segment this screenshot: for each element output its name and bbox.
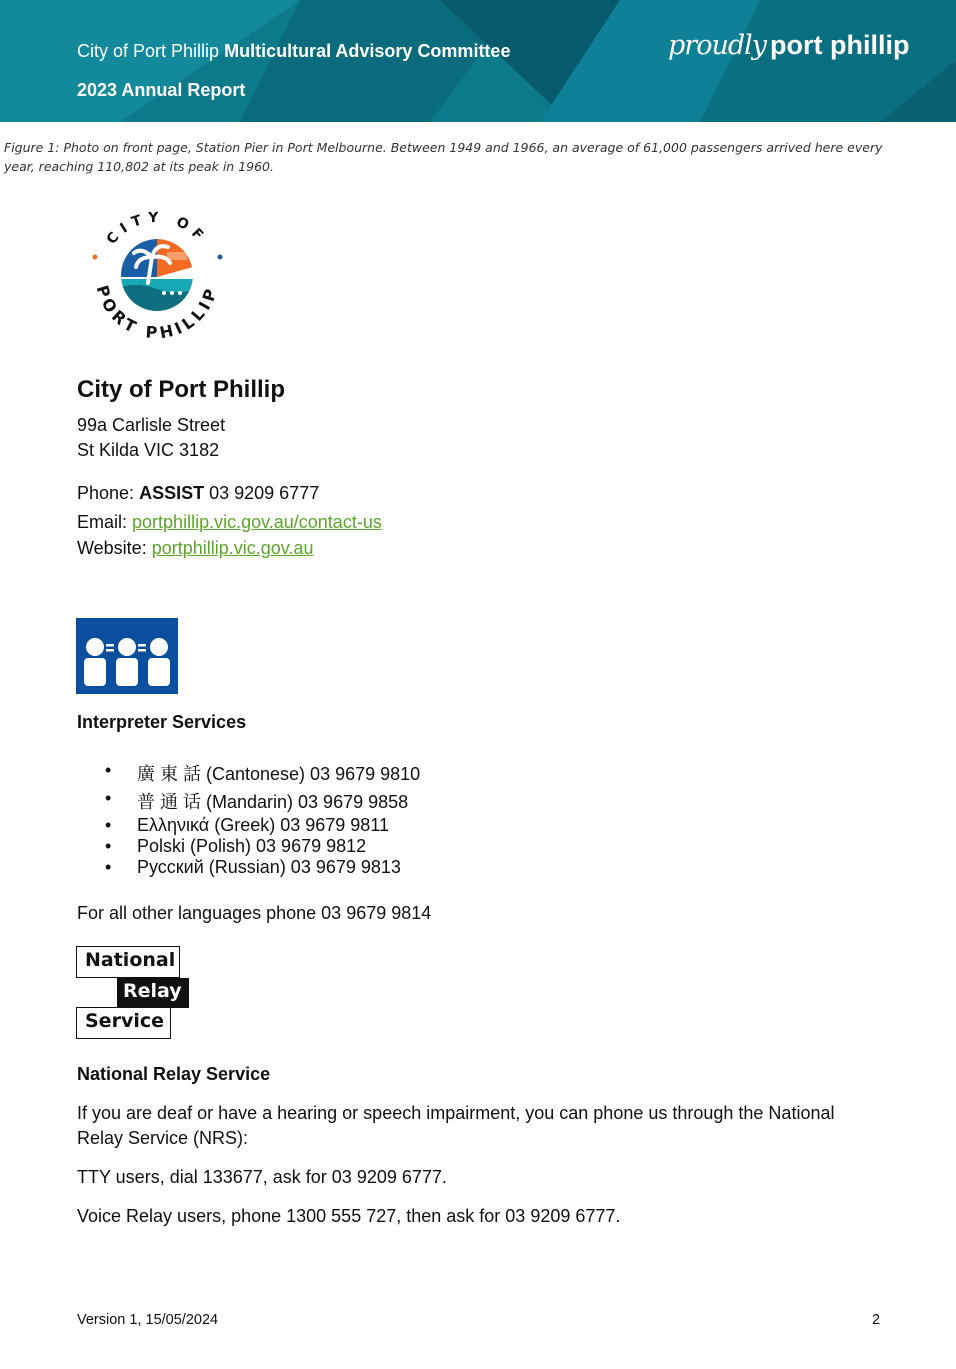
nrs-logo-national: National (76, 946, 180, 978)
list-item: • 普 通 话 (Mandarin) 03 9679 9858 (77, 788, 420, 815)
logo-ring-bottom-text: PORT PHILLIP (92, 282, 222, 343)
relay-heading: National Relay Service (77, 1064, 271, 1084)
email-label: Email: (77, 512, 128, 532)
website-link[interactable]: portphillip.vic.gov.au (151, 538, 314, 558)
address-line-1: 99a Carlisle Street (77, 415, 226, 435)
website-label: Website: (77, 538, 147, 558)
version-footer: Version 1, 15/05/2024 (77, 1312, 219, 1328)
report-title (77, 41, 510, 62)
interpreter-symbol-icon (76, 618, 178, 694)
language-list (77, 760, 420, 878)
proudly-port-phillip-logo (668, 30, 910, 61)
email-row (77, 510, 382, 535)
nrs-logo-relay: Relay (117, 978, 189, 1008)
report-title-bold: Multicultural Advisory Committee (224, 41, 511, 61)
list-item: • Русский (Russian) 03 9679 9813 (77, 857, 420, 878)
report-subtitle: 2023 Annual Report (77, 80, 246, 100)
logo-ring-top-text: CITY OF (103, 209, 211, 248)
page-number: 2 (872, 1312, 881, 1328)
org-name: City of Port Phillip (77, 376, 285, 403)
list-item: • Ελληνικά (Greek) 03 9679 9811 (77, 815, 420, 836)
phone-assist: ASSIST (139, 483, 205, 503)
email-link[interactable]: portphillip.vic.gov.au/contact-us (132, 512, 382, 532)
brand-bold-text: port phillip (770, 30, 910, 60)
other-languages-text: For all other languages phone 03 9679 9814 (77, 903, 432, 923)
voice-relay-instructions: Voice Relay users, phone 1300 555 727, then ask for 03 9209 6777. (77, 1206, 621, 1226)
header-banner (0, 0, 956, 122)
interpreter-heading: Interpreter Services (77, 712, 247, 732)
logo-emblem (112, 237, 202, 319)
brand-script-text: proudly (668, 30, 767, 61)
figure-caption: Figure 1: Photo on front page, Station Pier in Port Melbourne. Between 1949 and 1966, an average of 61,000 passengers arrived here every year, reaching 110,802 at its peak in 1960. (4, 140, 883, 174)
list-item: • 廣 東 話 (Cantonese) 03 9679 9810 (77, 760, 420, 788)
list-item: • Polski (Polish) 03 9679 9812 (77, 836, 420, 857)
website-row (77, 536, 313, 561)
tty-instructions: TTY users, dial 133677, ask for 03 9209 6777. (77, 1167, 447, 1187)
phone-label: Phone: (77, 483, 135, 503)
relay-intro-text: If you are deaf or have a hearing or speech impairment, you can phone us through the National Relay Service (NRS): (77, 1103, 835, 1148)
phone-row (77, 481, 319, 506)
phone-number: 03 9209 6777 (209, 483, 320, 503)
report-title-regular: City of Port Phillip (77, 41, 220, 61)
nrs-logo-service: Service (76, 1007, 171, 1039)
city-of-port-phillip-logo (82, 197, 232, 347)
address-line-2: St Kilda VIC 3182 (77, 440, 220, 460)
national-relay-service-logo (76, 946, 190, 1040)
